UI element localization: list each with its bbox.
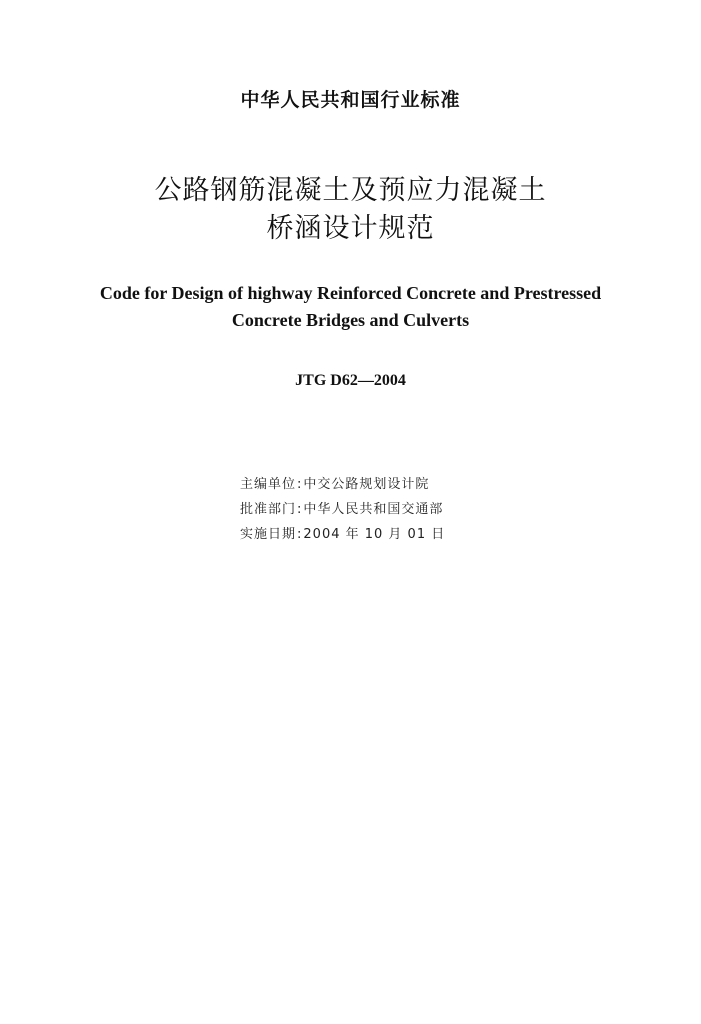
english-title-line-1: Code for Design of highway Reinforced Concrete and Prestressed — [99, 283, 602, 303]
info-label: 主编单位 — [240, 477, 297, 492]
info-label: 批准部门 — [240, 502, 297, 517]
info-value: 中华人民共和国交通部 — [303, 502, 444, 517]
info-separator: : — [297, 502, 303, 517]
info-label: 实施日期 — [240, 527, 297, 542]
chinese-title-line-2: 桥涵设计规范 — [266, 213, 435, 244]
info-row-approver — [240, 497, 540, 522]
standard-category: 中华人民共和国行业标准 — [240, 89, 461, 111]
chinese-title-line-1: 公路钢筋混凝土及预应力混凝土 — [154, 175, 547, 206]
info-separator: : — [297, 527, 303, 542]
publication-info — [240, 472, 540, 547]
info-value: 中交公路规划设计院 — [303, 477, 430, 492]
english-title-line-2: Concrete Bridges and Culverts — [231, 310, 470, 330]
info-value: 2004 年 10 月 01 日 — [303, 527, 446, 542]
standard-code: JTG D62—2004 — [295, 372, 406, 389]
info-row-effective-date — [240, 522, 540, 547]
info-row-editor — [240, 472, 540, 497]
info-separator: : — [297, 477, 303, 492]
